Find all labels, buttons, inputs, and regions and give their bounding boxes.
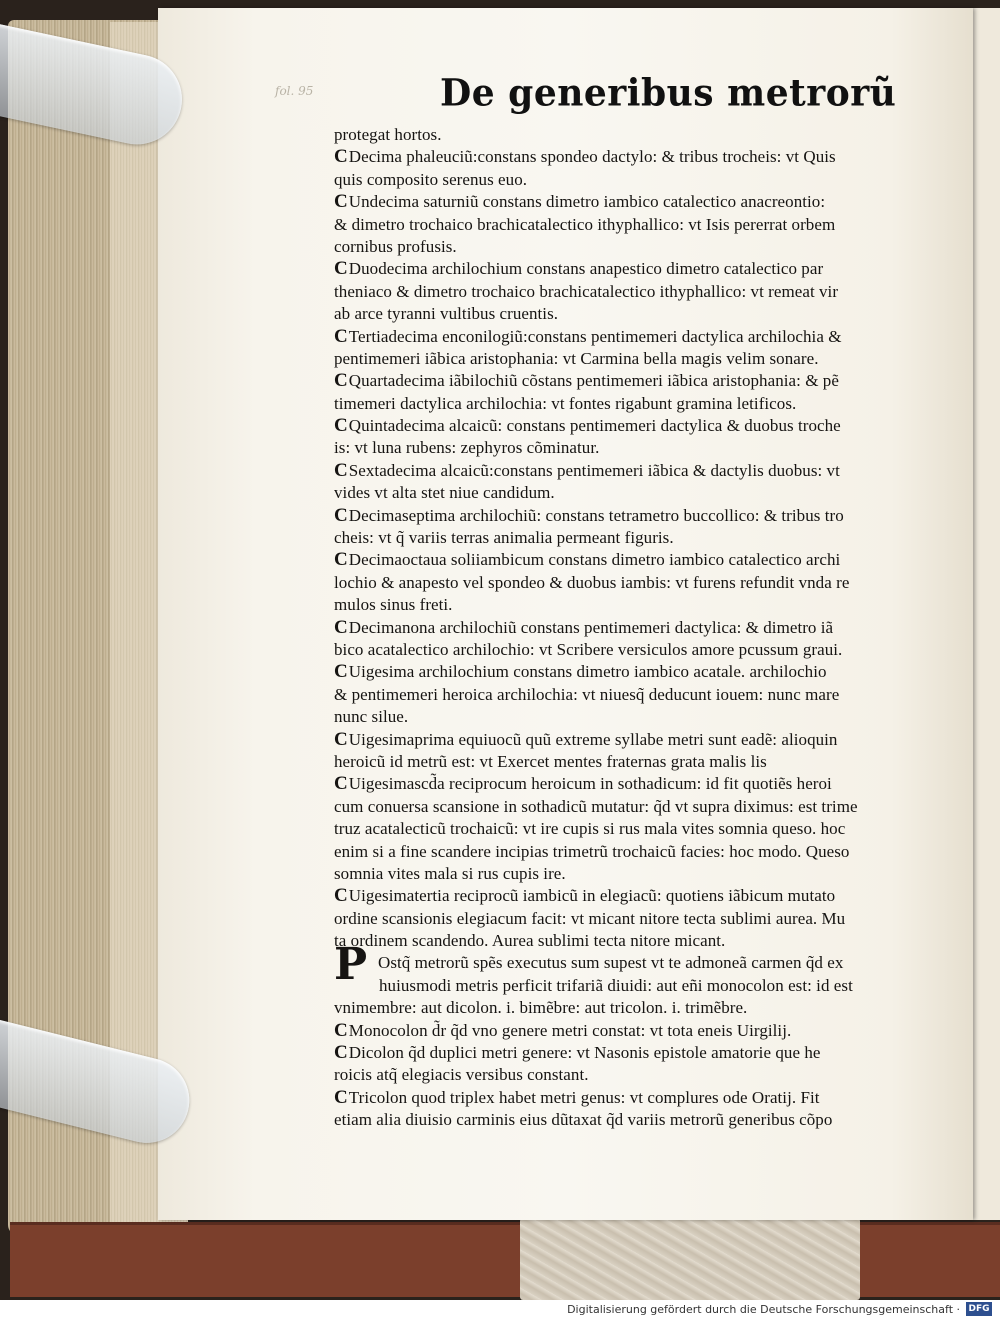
paragraph-mark: C: [334, 191, 348, 213]
paragraph-mark: C: [334, 616, 348, 638]
text-line: [334, 930, 948, 952]
line-text: roicis atq̃ elegiacis versibus constant.: [334, 1065, 589, 1085]
text-line: [334, 751, 948, 773]
drop-capital: P: [334, 939, 368, 991]
line-text: Tricolon quod triplex habet metri genus: vt complures ode Oratij. Fit: [348, 1087, 820, 1107]
paragraph-mark: C: [334, 661, 348, 683]
footer-bar: [0, 1300, 1000, 1319]
line-text: mulos sinus freti.: [334, 595, 453, 615]
line-text: cum conuersa scansione in sothadicũ mutatur: q̃d vt supra diximus: est trime: [334, 796, 858, 816]
text-line: [334, 975, 948, 997]
text-line: [334, 124, 948, 146]
funding-credit: Digitalisierung gefördert durch die Deutsche Forschungsgemeinschaft ·: [567, 1303, 960, 1316]
line-text: protegat hortos.: [334, 125, 442, 144]
line-text: Uigesimatertia reciprocũ iambicũ in elegiacũ: quotiens iãbicum mutato: [348, 886, 836, 906]
dfg-logo: DFG: [966, 1302, 992, 1316]
text-line: [334, 258, 948, 280]
text-line: [334, 326, 948, 348]
text-line: [334, 169, 948, 191]
text-line: [334, 841, 948, 863]
line-text: ta ordinem scandendo. Aurea sublimi tecta nitore micant.: [334, 931, 726, 951]
paragraph-mark: C: [334, 504, 348, 526]
line-text: Quintadecima alcaicũ: constans pentimemeri dactylica & duobus troche: [348, 416, 841, 436]
text-line: [334, 146, 948, 168]
text-line: [334, 549, 948, 571]
paragraph-mark: C: [334, 773, 348, 795]
text-line: [334, 1042, 948, 1064]
text-line: [334, 684, 948, 706]
text-line: [334, 594, 948, 616]
line-text: timemeri dactylica archilochia: vt fontes rigabunt gramina letificos.: [334, 393, 797, 413]
line-text: Decimaseptima archilochiũ: constans tetrametro buccollico: & tribus tro: [348, 505, 844, 525]
line-text: etiam alia diuisio carminis eius dũtaxat q̃d variis metrorũ generibus cõpo: [334, 1110, 833, 1130]
line-text: Quartadecima iãbilochiũ cõstans pentimemeri iãbica aristophania: & pẽ: [348, 371, 839, 391]
text-line: [334, 370, 948, 392]
text-line: [334, 796, 948, 818]
text-line: [334, 1020, 948, 1042]
text-line: [334, 393, 948, 415]
text-line: [334, 1064, 948, 1086]
text-line: [334, 729, 948, 751]
text-line: [334, 661, 948, 683]
text-line: [334, 863, 948, 885]
paragraph-mark: C: [334, 258, 348, 280]
page-title: [440, 71, 896, 115]
text-line: [334, 773, 948, 795]
line-text: Undecima saturniũ constans dimetro iambico catalectico anacreontio:: [348, 192, 826, 212]
paragraph-mark: C: [334, 549, 348, 571]
line-text: is: vt luna rubens: zephyros cõminatur.: [334, 438, 600, 458]
line-text: ordine scansionis elegiacum facit: vt micant nitore tecta sublimi aurea. Mu: [334, 908, 846, 928]
line-text: cheis: vt q̃ variis terras animalia permeant figuris.: [334, 528, 674, 548]
text-line: [334, 214, 948, 236]
paragraph-mark: C: [334, 1042, 348, 1064]
line-text: Uigesima archilochium constans dimetro iambico acatale. archilochio: [348, 662, 827, 682]
line-text: bico acatalectico archilochio: vt Scribere versiculos amore pcussum graui.: [334, 639, 843, 659]
line-text: Uigesimascd̃a reciprocum heroicum in sothadicum: id fit quotiẽs heroi: [348, 774, 832, 794]
paragraph-mark: C: [334, 1019, 348, 1041]
text-line: [334, 617, 948, 639]
page-title-text: De generibus metrorũ: [440, 70, 897, 116]
line-text: nunc silue.: [334, 707, 409, 727]
line-text: Dicolon q̃d duplici metri genere: vt Nasonis epistole amatorie que he: [348, 1043, 821, 1063]
line-text: ab arce tyranni vultibus cruentis.: [334, 304, 559, 324]
line-text: Sextadecima alcaicũ:constans pentimemeri iãbica & dactylis duobus: vt: [348, 460, 840, 480]
line-text: Decimaoctaua soliiambicum constans dimetro iambico catalectico archi: [348, 550, 841, 570]
book-spine-vellum: [520, 1218, 860, 1300]
paragraph-mark: C: [334, 885, 348, 907]
line-text: Duodecima archilochium constans anapestico dimetro catalectico par: [348, 259, 824, 279]
paragraph-mark: C: [334, 415, 348, 437]
text-line: [334, 505, 948, 527]
line-text: Decima phaleuciũ:constans spondeo dactylo: & tribus trocheis: vt Quis: [348, 147, 836, 167]
line-text: somnia vites mala si rus cupis ire.: [334, 863, 566, 883]
line-text: lochio & anapesto vel spondeo & duobus iambis: vt furens refundit vnda re: [334, 572, 850, 592]
text-line: [334, 908, 948, 930]
text-line: [334, 437, 948, 459]
line-text: & pentimemeri heroica archilochia: vt niuesq̃ deducunt iouem: nunc mare: [334, 684, 840, 704]
text-line: [334, 482, 948, 504]
line-text: pentimemeri iãbica aristophania: vt Carmina bella magis velim sonare.: [334, 348, 819, 368]
text-line: [334, 639, 948, 661]
paragraph-mark: C: [334, 728, 348, 750]
paragraph-mark: C: [334, 370, 348, 392]
line-text: Decimanona archilochiũ constans pentimemeri dactylica: & dimetro iã: [348, 617, 834, 637]
text-line: [334, 1087, 948, 1109]
line-text: Monocolon d̃r q̃d vno genere metri constat: vt tota eneis Uirgilij.: [348, 1020, 792, 1040]
text-line: [334, 348, 948, 370]
paragraph-mark: C: [334, 325, 348, 347]
text-line: [334, 885, 948, 907]
paragraph-mark: C: [334, 459, 348, 481]
line-text: heroicũ id metrũ est: vt Exercet mentes fraternas grata malis lis: [334, 751, 767, 771]
text-line: [334, 818, 948, 840]
line-text: vnimembre: aut dicolon. i. bimẽbre: aut tricolon. i. trimẽbre.: [334, 998, 748, 1018]
text-line: [334, 997, 948, 1019]
text-line: [334, 527, 948, 549]
line-text: quis composito serenus euo.: [334, 169, 528, 189]
line-text: Ostq̃ metrorũ spẽs executus sum supest vt te admoneã carmen q̃d ex: [378, 953, 844, 973]
text-line: [334, 572, 948, 594]
text-line: [334, 415, 948, 437]
text-line: [334, 706, 948, 728]
line-text: cornibus profusis.: [334, 236, 457, 256]
line-text: truz acatalecticũ trochaicũ: vt ire cupis si rus mala vites somnia queso. hoc: [334, 819, 846, 839]
text-line: [334, 191, 948, 213]
line-text: & dimetro trochaico brachicatalectico ithyphallico: vt Isis pererrat orbem: [334, 214, 836, 234]
line-text: theniaco & dimetro trochaico brachicatalectico ithyphallico: vt remeat vir: [334, 281, 839, 301]
paragraph-mark: C: [334, 1086, 348, 1108]
line-text: vides vt alta stet niue candidum.: [334, 483, 555, 503]
line-text: huiusmodi metris perficit trifariã diuidi: aut eñi monocolon est: id est: [379, 975, 853, 995]
text-line: [334, 1109, 948, 1131]
line-text: Uigesimaprima equiuocũ quũ extreme syllabe metri sunt eadẽ: alioquin: [348, 729, 838, 749]
text-line: [334, 460, 948, 482]
line-text: enim si a fine scandere incipias trimetrũ trochaicũ facies: hoc modo. Queso: [334, 841, 850, 861]
paragraph-mark: C: [334, 146, 348, 168]
text-line: [334, 303, 948, 325]
text-line: [334, 236, 948, 258]
text-line: [334, 281, 948, 303]
folio-number: fol. 95: [275, 84, 314, 98]
text-block: [334, 124, 948, 1132]
line-text: Tertiadecima enconilogiũ:constans pentimemeri dactylica archilochia &: [348, 326, 842, 346]
